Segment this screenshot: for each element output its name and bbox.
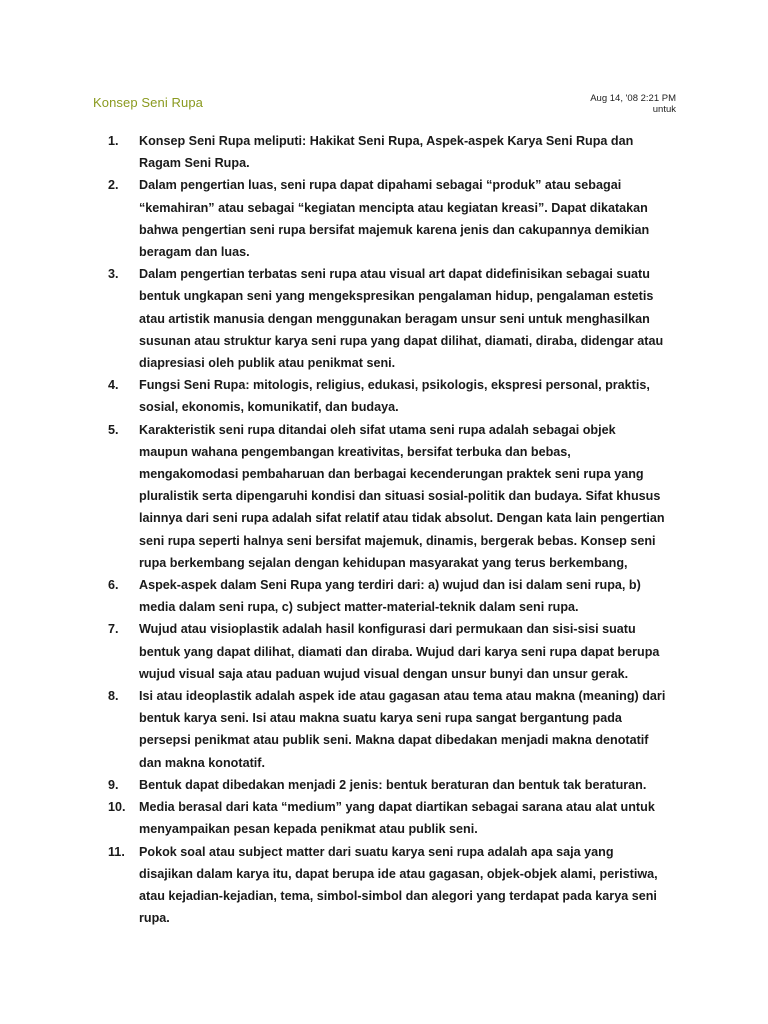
post-date: Aug 14, '08 2:21 PM — [590, 93, 676, 104]
list-item — [108, 419, 668, 574]
item-number: 2. — [108, 178, 119, 193]
item-text: Dalam pengertian terbatas seni rupa atau visual art dapat didefinisikan sebagai suatu bentuk ungkapan seni yang mengekspresikan pengalaman hidup, pengalaman estetis atau artistik manusia dengan menggunakan beragam unsur seni untuk menghasilkan susunan atau struktur karya seni rupa yang dapat dilihat, diamati, diraba, didengar atau diapresiasi oleh publik atau penikmat seni. — [139, 267, 664, 371]
list-item — [108, 130, 668, 174]
item-number: 11. — [108, 844, 125, 859]
list-item — [108, 174, 668, 263]
document-title: Konsep Seni Rupa — [93, 95, 204, 110]
item-number: 9. — [108, 777, 119, 792]
list-item — [108, 374, 668, 418]
item-text: Pokok soal atau subject matter dari suatu karya seni rupa adalah apa saja yang disajikan dalam karya itu, dapat berupa ide atau gagasan, objek-objek alami, peristiwa, atau kejadian-kejadian, tema, simbol-simbol dan alegori yang terdapat pada karya seni rupa. — [139, 844, 658, 926]
item-text: Karakteristik seni rupa ditandai oleh sifat utama seni rupa adalah sebagai objek maupun wahana pengembangan kreativitas, bersifat terbuka dan bebas, mengakomodasi pembaharuan dan berbagai kecenderungan praktek seni rupa yang pluralistik serta dipengaruhi kondisi dan situasi sosial-politik dan budaya. Sifat khusus lainnya dari seni rupa adalah sifat relatif atau tidak absolut. Dengan kata lain pengertian seni rupa seperti halnya seni bersifat majemuk, dinamis, bergerak bebas. Konsep seni rupa berkembang sejalan dengan kehidupan masyarakat yang terus berkembang, — [139, 422, 665, 570]
item-number: 4. — [108, 378, 119, 393]
item-number: 3. — [108, 267, 119, 282]
item-number: 10. — [108, 800, 126, 815]
item-text: Konsep Seni Rupa meliputi: Hakikat Seni Rupa, Aspek-aspek Karya Seni Rupa dan Ragam Seni Rupa. — [139, 134, 634, 171]
item-text: Media berasal dari kata “medium” yang dapat diartikan sebagai sarana atau alat untuk menyampaikan pesan kepada penikmat atau publik seni. — [139, 800, 655, 837]
list-item — [108, 796, 668, 840]
item-number: 6. — [108, 578, 119, 593]
list-item — [108, 263, 668, 374]
item-text: Bentuk dapat dibedakan menjadi 2 jenis: bentuk beraturan dan bentuk tak beraturan. — [139, 777, 647, 792]
item-text: Fungsi Seni Rupa: mitologis, religius, edukasi, psikologis, ekspresi personal, praktis, sosial, ekonomis, komunikatif, dan budaya. — [139, 378, 650, 415]
list-item — [108, 618, 668, 685]
item-text: Wujud atau visioplastik adalah hasil konfigurasi dari permukaan dan sisi-sisi suatu bentuk yang dapat dilihat, diamati dan diraba. Wujud dari karya seni rupa dapat berupa wujud visual saja atau paduan wujud visual dengan unsur bunyi dan unsur gerak. — [139, 622, 660, 681]
item-number: 5. — [108, 422, 119, 437]
post-recipient-label: untuk — [652, 104, 676, 115]
post-meta — [590, 93, 676, 115]
item-number: 8. — [108, 689, 119, 704]
item-text: Aspek-aspek dalam Seni Rupa yang terdiri dari: a) wujud dan isi dalam seni rupa, b) media dalam seni rupa, c) subject matter-material-teknik dalam seni rupa. — [139, 578, 641, 615]
item-text: Isi atau ideoplastik adalah aspek ide atau gagasan atau tema atau makna (meaning) dari bentuk karya seni. Isi atau makna suatu karya seni rupa sangat bergantung pada persepsi penikmat atau publik seni. Makna dapat dibedakan menjadi makna denotatif dan makna konotatif. — [139, 689, 666, 770]
item-text: Dalam pengertian luas, seni rupa dapat dipahami sebagai “produk” atau sebagai “kemahiran” atau sebagai “kegiatan mencipta atau kegiatan kreasi”. Dapat dikatakan bahwa pengertian seni rupa bersifat majemuk karena jenis dan cakupannya demikian beragam dan luas. — [139, 178, 650, 260]
item-number: 1. — [108, 134, 119, 148]
list-item — [108, 774, 668, 796]
concept-list — [108, 130, 668, 929]
item-number: 7. — [108, 622, 119, 637]
list-item — [108, 574, 668, 618]
list-item — [108, 841, 668, 930]
list-item — [108, 685, 668, 774]
